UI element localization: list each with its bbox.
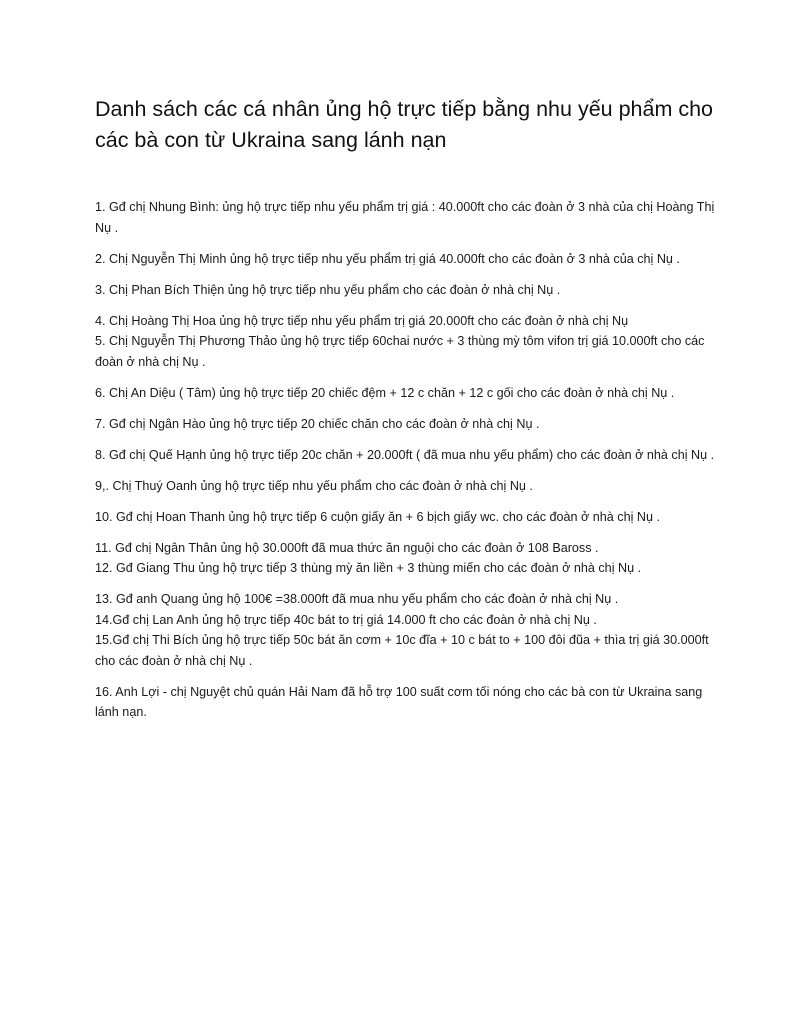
donor-entry-8: 8. Gđ chị Quế Hạnh ủng hộ trực tiếp 20c chăn + 20.000ft ( đã mua nhu yếu phẩm) cho các đoàn ở nhà chị Nụ . — [95, 447, 715, 462]
donor-entry-13: 13. Gđ anh Quang ủng hộ 100€ =38.000ft đã mua nhu yếu phẩm cho các đoàn ở nhà chị Nụ . — [95, 592, 619, 606]
donor-entry-14: 14.Gđ chị Lan Anh ủng hộ trực tiếp 40c bát to trị giá 14.000 ft cho các đoàn ở nhà chị Nụ . — [95, 612, 597, 627]
donor-entry-7: 7. Gđ chị Ngân Hào ủng hộ trực tiếp 20 chiếc chăn cho các đoàn ở nhà chị Nụ . — [95, 416, 540, 431]
donor-entry-1: 1. Gđ chị Nhung Bình: ủng hộ trực tiếp nhu yếu phẩm trị giá : 40.000ft cho các đoàn ở 3 nhà của chị Hoàng Thị Nụ . — [95, 200, 715, 235]
donor-entry-2: 2. Chị Nguyễn Thị Minh ủng hộ trực tiếp nhu yếu phẩm trị giá 40.000ft cho các đoàn ở 3 nhà của chị Nụ . — [95, 251, 680, 266]
donor-entry-10: 10. Gđ chị Hoan Thanh ủng hộ trực tiếp 6 cuộn giấy ăn + 6 bịch giấy wc. cho các đoàn ở nhà chị Nụ . — [95, 509, 660, 524]
donor-entry-12: 12. Gđ Giang Thu ủng hộ trực tiếp 3 thùng mỳ ăn liền + 3 thùng miến cho các đoàn ở nhà chị Nụ . — [95, 561, 642, 575]
donor-entry-6: 6. Chị An Diệu ( Tâm) ủng hộ trực tiếp 20 chiếc đệm + 12 c chăn + 12 c gối cho các đoàn ở nhà chị Nụ . — [95, 385, 675, 400]
donor-entry-9: 9,. Chị Thuý Oanh ủng hộ trực tiếp nhu yếu phẩm cho các đoàn ở nhà chị Nụ . — [95, 478, 533, 493]
donor-entry-5: 5. Chị Nguyễn Thị Phương Thảo ủng hộ trực tiếp 60chai nước + 3 thùng mỳ tôm vifon trị giá 10.000ft cho các đoàn ở nhà chị Nụ . — [95, 334, 705, 369]
donor-entry-11: 11. Gđ chị Ngân Thân ủng hộ 30.000ft đã mua thức ăn nguội cho các đoàn ở 108 Baross . — [95, 540, 599, 555]
donor-entry-4: 4. Chị Hoàng Thị Hoa ủng hộ trực tiếp nhu yếu phẩm trị giá 20.000ft cho các đoàn ở nhà chị Nụ — [95, 313, 629, 328]
document-title: Danh sách các cá nhân ủng hộ trực tiếp bằng nhu yếu phẩm cho các bà con từ Ukraina sang lánh nạn — [95, 97, 713, 152]
donor-entry-15: 15.Gđ chị Thi Bích ủng hộ trực tiếp 50c bát ăn cơm + 10c đĩa + 10 c bát to + 100 đôi đũa + thìa trị giá 30.000ft cho các đoàn ở nhà chị Nụ . — [95, 633, 709, 668]
donor-list — [95, 197, 715, 723]
donor-entry-16: 16. Anh Lợi - chị Nguyệt chủ quán Hải Nam đã hỗ trợ 100 suất cơm tối nóng cho các bà con từ Ukraina sang lánh nạn. — [95, 684, 703, 719]
donor-entry-3: 3. Chị Phan Bích Thiện ủng hộ trực tiếp nhu yếu phẩm cho các đoàn ở nhà chị Nụ . — [95, 282, 561, 297]
